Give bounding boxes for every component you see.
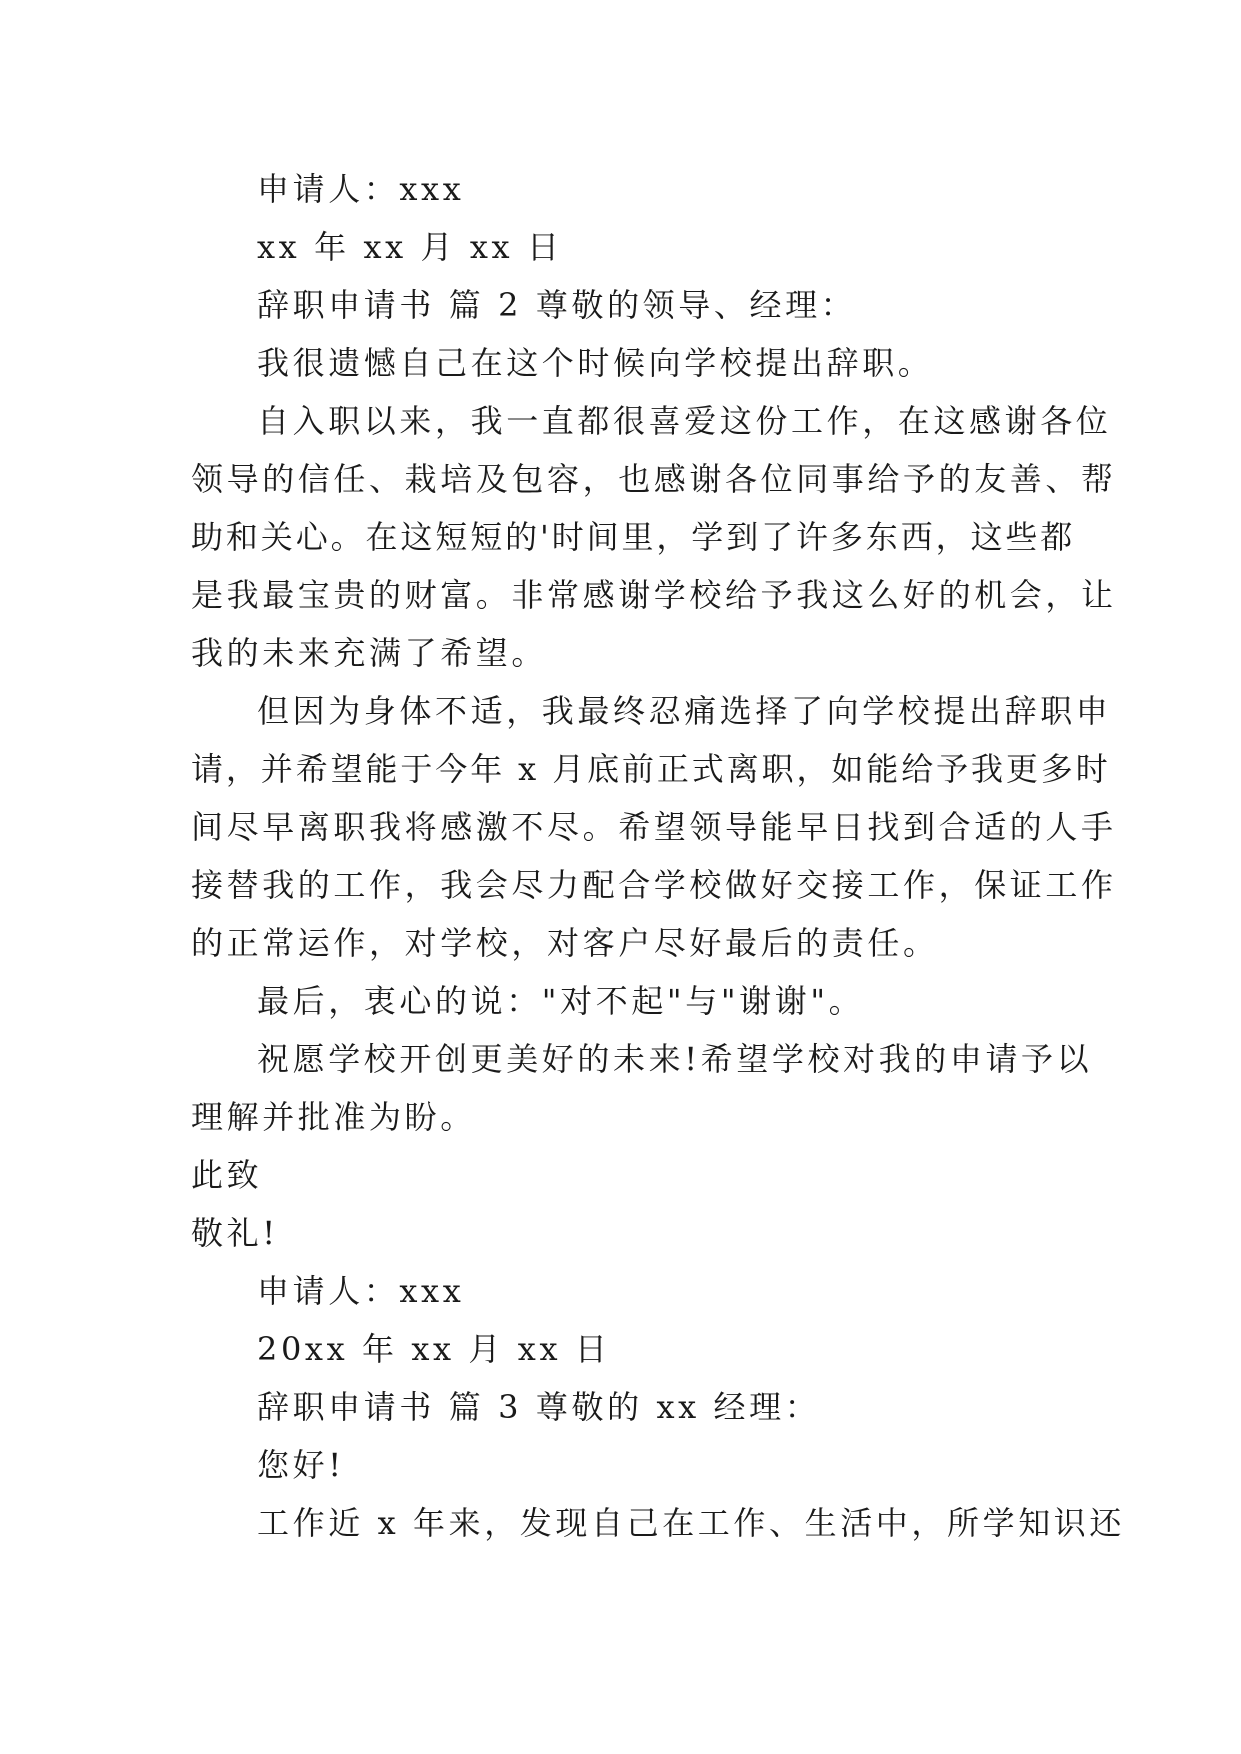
greeting: 您好! xyxy=(257,1446,345,1484)
signature-date: 20xx 年 xx 月 xx 日 xyxy=(257,1330,611,1368)
signature-applicant: 申请人：xxx xyxy=(257,1272,465,1310)
paragraph-line: 最后，衷心的说："对不起"与"谢谢"。 xyxy=(257,982,865,1020)
paragraph-line: 是我最宝贵的财富。非常感谢学校给予我这么好的机会，让 xyxy=(191,576,1117,614)
paragraph-line: 助和关心。在这短短的'时间里，学到了许多东西，这些都 xyxy=(191,518,1076,556)
signature-date: xx 年 xx 月 xx 日 xyxy=(257,228,563,266)
paragraph-line: 理解并批准为盼。 xyxy=(191,1098,476,1136)
closing-salutation: 此致 xyxy=(191,1156,263,1194)
paragraph-line: 领导的信任、栽培及包容，也感谢各位同事给予的友善、帮 xyxy=(191,460,1117,498)
paragraph-line: 我很遗憾自己在这个时候向学校提出辞职。 xyxy=(257,344,934,382)
signature-applicant: 申请人：xxx xyxy=(257,170,465,208)
paragraph-line: 祝愿学校开创更美好的未来!希望学校对我的申请予以 xyxy=(257,1040,1093,1078)
paragraph-line: 自入职以来，我一直都很喜爱这份工作，在这感谢各位 xyxy=(257,402,1112,440)
paragraph-line: 请，并希望能于今年 x 月底前正式离职，如能给予我更多时 xyxy=(191,750,1111,788)
closing-regards: 敬礼! xyxy=(191,1214,279,1252)
letter-heading: 辞职申请书 篇 2 尊敬的领导、经理： xyxy=(257,286,857,324)
paragraph-line: 的正常运作，对学校，对客户尽好最后的责任。 xyxy=(191,924,939,962)
paragraph-line: 间尽早离职我将感激不尽。希望领导能早日找到合适的人手 xyxy=(191,808,1117,846)
paragraph-line: 接替我的工作，我会尽力配合学校做好交接工作，保证工作 xyxy=(191,866,1117,904)
paragraph-line: 我的未来充满了希望。 xyxy=(191,634,548,672)
paragraph-line: 工作近 x 年来，发现自己在工作、生活中，所学知识还 xyxy=(257,1504,1125,1542)
letter-heading: 辞职申请书 篇 3 尊敬的 xx 经理： xyxy=(257,1388,821,1426)
document-body xyxy=(191,160,1125,1552)
paragraph-line: 但因为身体不适，我最终忍痛选择了向学校提出辞职申 xyxy=(257,692,1112,730)
